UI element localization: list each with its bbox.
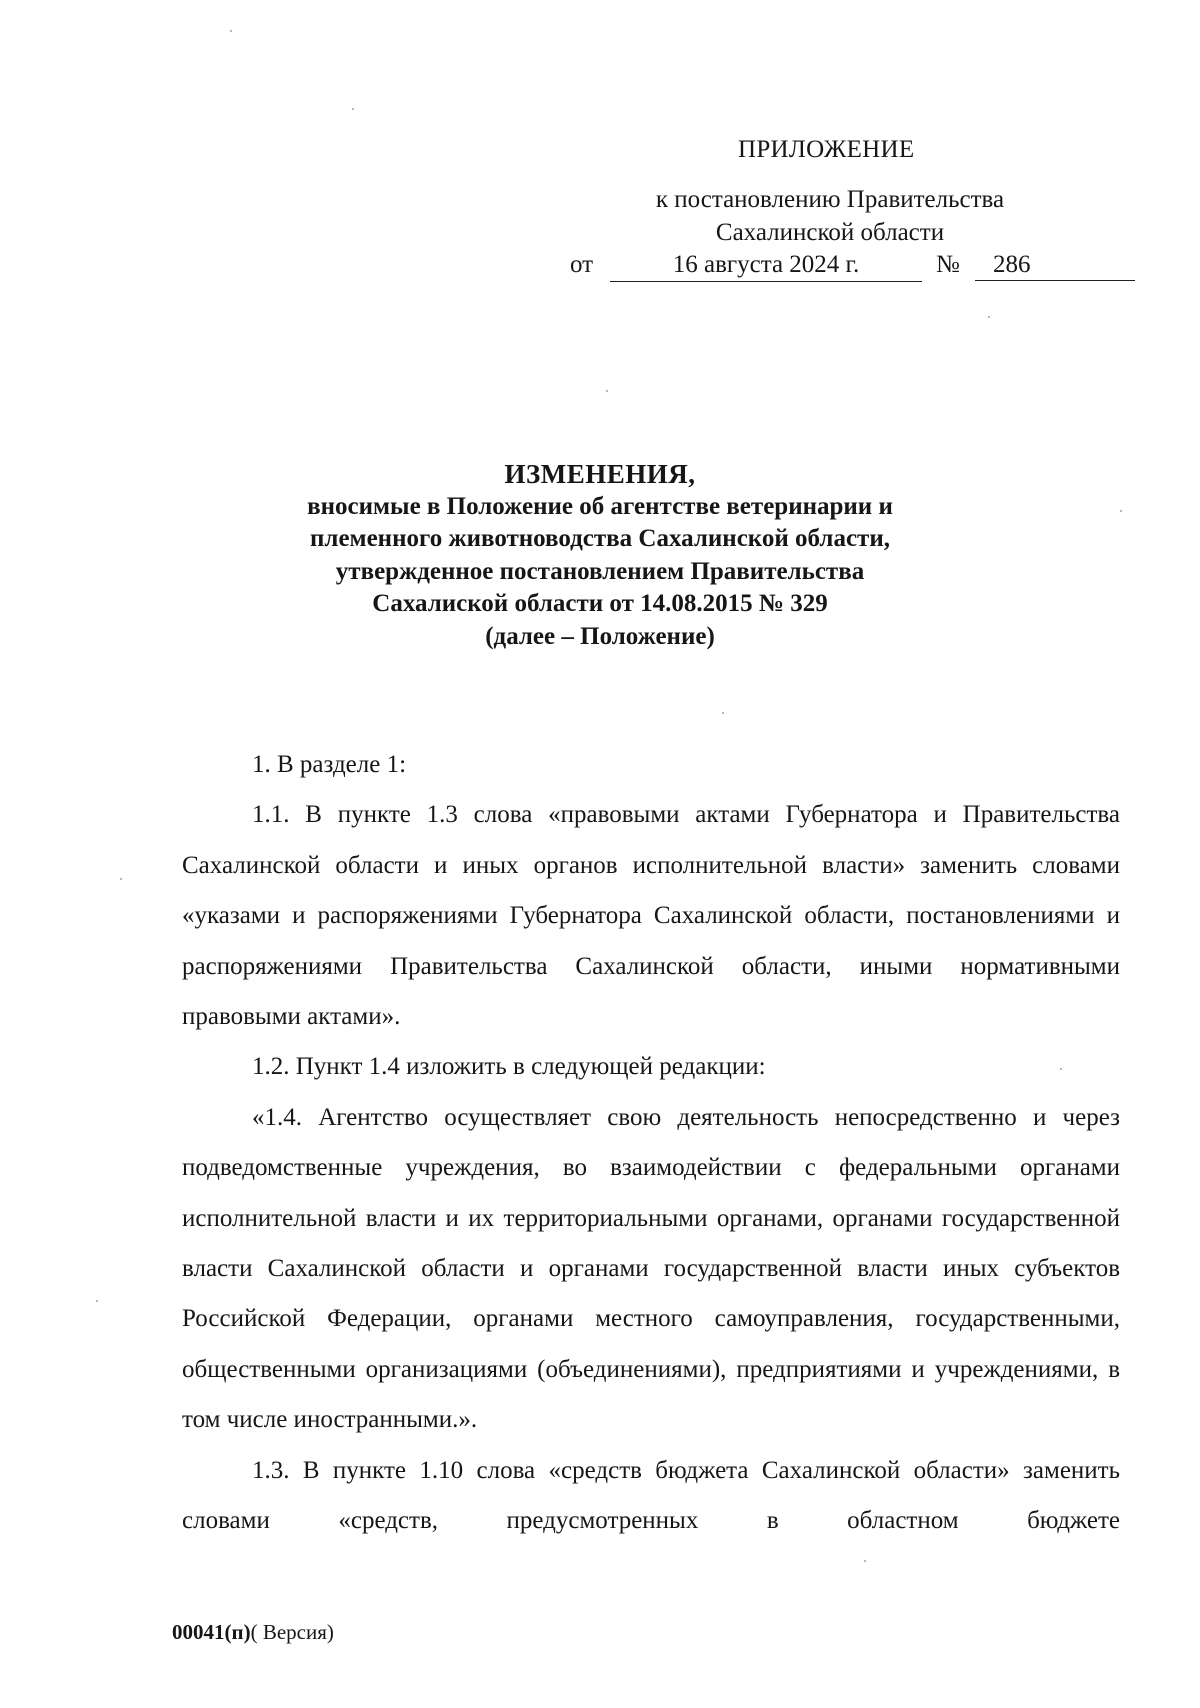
scan-speck bbox=[864, 1560, 866, 1562]
paragraph-1-2: 1.2. Пункт 1.4 изложить в следующей редакции: bbox=[252, 1053, 766, 1081]
footer-code: 00041(п) bbox=[172, 1620, 251, 1644]
scan-speck bbox=[722, 712, 724, 714]
title-line-2: племенного животноводства Сахалинской области, bbox=[310, 525, 890, 553]
footer-version: ( Версия) bbox=[250, 1620, 334, 1644]
title-line-4: Сахалиской области от 14.08.2015 № 329 bbox=[372, 590, 828, 618]
scan-speck bbox=[1120, 510, 1122, 512]
paragraph-section-1: 1. В разделе 1: bbox=[252, 751, 407, 778]
title-main: ИЗМЕНЕНИЯ, bbox=[504, 459, 696, 489]
from-label: от bbox=[570, 251, 594, 278]
scan-speck bbox=[1060, 1068, 1062, 1070]
resolution-number: 286 bbox=[975, 251, 1135, 281]
scan-speck bbox=[230, 30, 232, 32]
document-title bbox=[200, 458, 1000, 654]
document-body bbox=[182, 740, 1120, 1547]
paragraph-1-1: 1.1. В пункте 1.3 слова «правовыми актами Губернатора и Правительства Сахалинской области и иных органов исполнительной власти» заменить словами «указами и распоряжениями Губернатора Сахалинской области, постановлениями и распоряжениями Правительства Сахалинской области, иными нормативными правовыми актами». bbox=[182, 801, 1120, 1031]
paragraph-1-3: 1.3. В пункте 1.10 слова «средств бюджета Сахалинской области» заменить словами «средств, предусмотренных в областном бюджете bbox=[182, 1456, 1120, 1535]
number-label: № bbox=[936, 251, 960, 278]
title-line-5: (далее – Положение) bbox=[485, 622, 715, 650]
scan-speck bbox=[988, 316, 990, 318]
footer-document-code bbox=[172, 1620, 334, 1645]
title-line-3: утвержденное постановлением Правительства bbox=[335, 557, 865, 585]
appendix-line-region: Сахалинской области bbox=[715, 219, 945, 246]
appendix-line-resolution: к постановлению Правительства bbox=[655, 186, 1005, 213]
title-line-1: вносимые в Положение об агентстве ветеринарии и bbox=[307, 492, 893, 520]
paragraph-1-4-text: «1.4. Агентство осуществляет свою деятельность непосредственно и через подведомственные учреждения, во взаимодействии с федеральными органами исполнительной власти и их территориальными органами, органами государственной власти Сахалинской области и органами государственной власти иных субъектов Российской Федерации, органами местного самоуправления, государственными, общественными организациями (объединениями), предприятиями и учреждениями, в том числе иностранными.». bbox=[182, 1103, 1120, 1434]
scan-speck bbox=[120, 878, 122, 880]
scan-speck bbox=[606, 390, 608, 392]
appendix-title: ПРИЛОЖЕНИЕ bbox=[738, 136, 915, 163]
scan-speck bbox=[96, 1300, 98, 1302]
resolution-date: 16 августа 2024 г. bbox=[610, 251, 922, 282]
scan-speck bbox=[352, 108, 354, 110]
